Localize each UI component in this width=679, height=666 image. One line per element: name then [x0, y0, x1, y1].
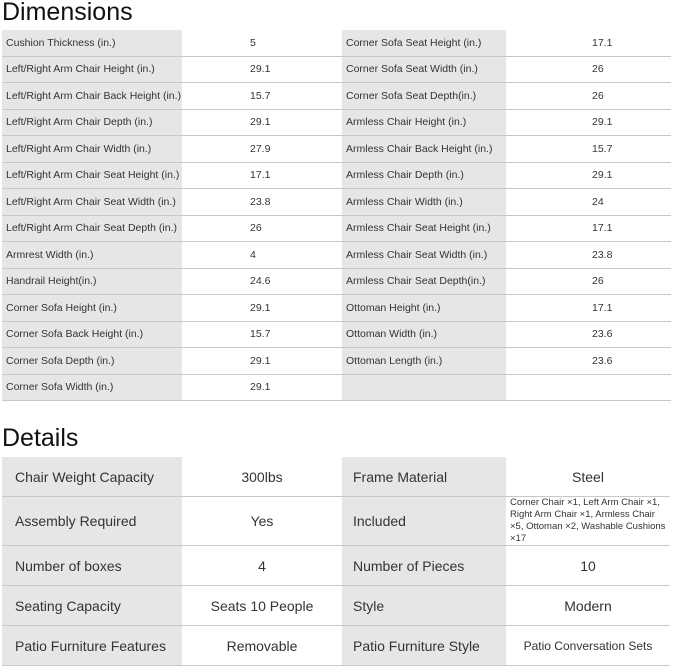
details-table	[2, 457, 670, 666]
spec-label: Left/Right Arm Chair Back Height (in.)	[2, 83, 182, 110]
table-row	[2, 215, 671, 242]
spec-value: 24	[506, 189, 671, 216]
spec-value: 15.7	[182, 83, 342, 110]
spec-value: 26	[506, 83, 671, 110]
dimensions-heading: Dimensions	[2, 0, 133, 26]
spec-label: Corner Sofa Seat Height (in.)	[342, 30, 506, 56]
spec-label: Armless Chair Seat Depth(in.)	[342, 268, 506, 295]
detail-value: 300lbs	[182, 457, 342, 497]
spec-label: Corner Sofa Seat Depth(in.)	[342, 83, 506, 110]
detail-label: Assembly Required	[2, 497, 182, 546]
table-row	[2, 242, 671, 269]
detail-label: Patio Furniture Style	[342, 626, 506, 666]
spec-value: 15.7	[182, 321, 342, 348]
details-heading: Details	[2, 424, 79, 452]
spec-label: Ottoman Length (in.)	[342, 348, 506, 375]
spec-value: 23.8	[506, 242, 671, 269]
detail-label: Number of boxes	[2, 546, 182, 586]
spec-value: 29.1	[506, 109, 671, 136]
spec-label: Cushion Thickness (in.)	[2, 30, 182, 56]
spec-label: Armless Chair Seat Height (in.)	[342, 215, 506, 242]
spec-label: Armless Chair Height (in.)	[342, 109, 506, 136]
spec-value: 29.1	[506, 162, 671, 189]
spec-value: 5	[182, 30, 342, 56]
spec-value: 29.1	[182, 295, 342, 322]
spec-label: Armrest Width (in.)	[2, 242, 182, 269]
spec-value: 29.1	[182, 348, 342, 375]
detail-value: Modern	[506, 586, 670, 626]
detail-value: Corner Chair ×1, Left Arm Chair ×1, Right Arm Chair ×1, Armless Chair ×5, Ottoman ×2, Washable Cushions ×17	[506, 497, 670, 546]
spec-value: 17.1	[506, 30, 671, 56]
table-row	[2, 295, 671, 322]
table-row	[2, 586, 670, 626]
detail-value: 4	[182, 546, 342, 586]
spec-label: Corner Sofa Seat Width (in.)	[342, 56, 506, 83]
spec-label: Ottoman Height (in.)	[342, 295, 506, 322]
detail-label: Chair Weight Capacity	[2, 457, 182, 497]
table-row	[2, 348, 671, 375]
table-row	[2, 162, 671, 189]
spec-value: 29.1	[182, 109, 342, 136]
spec-value	[506, 374, 671, 401]
detail-label: Number of Pieces	[342, 546, 506, 586]
spec-label: Armless Chair Depth (in.)	[342, 162, 506, 189]
table-row	[2, 457, 670, 497]
spec-label: Armless Chair Back Height (in.)	[342, 136, 506, 163]
table-row	[2, 136, 671, 163]
table-row	[2, 189, 671, 216]
detail-value: Steel	[506, 457, 670, 497]
spec-value: 26	[506, 56, 671, 83]
table-row	[2, 83, 671, 110]
spec-label	[342, 374, 506, 401]
spec-label: Corner Sofa Width (in.)	[2, 374, 182, 401]
detail-value: Patio Conversation Sets	[506, 626, 670, 666]
detail-label: Frame Material	[342, 457, 506, 497]
spec-value: 26	[182, 215, 342, 242]
spec-label: Armless Chair Seat Width (in.)	[342, 242, 506, 269]
spec-label: Left/Right Arm Chair Seat Width (in.)	[2, 189, 182, 216]
detail-label: Patio Furniture Features	[2, 626, 182, 666]
spec-value: 15.7	[506, 136, 671, 163]
detail-value: Seats 10 People	[182, 586, 342, 626]
detail-label: Style	[342, 586, 506, 626]
spec-value: 27.9	[182, 136, 342, 163]
spec-label: Left/Right Arm Chair Width (in.)	[2, 136, 182, 163]
table-row	[2, 374, 671, 401]
detail-label: Included	[342, 497, 506, 546]
table-row	[2, 109, 671, 136]
spec-label: Ottoman Width (in.)	[342, 321, 506, 348]
dimensions-table	[2, 30, 671, 401]
spec-value: 24.6	[182, 268, 342, 295]
spec-label: Left/Right Arm Chair Height (in.)	[2, 56, 182, 83]
table-row	[2, 321, 671, 348]
spec-label: Corner Sofa Depth (in.)	[2, 348, 182, 375]
detail-value: Yes	[182, 497, 342, 546]
spec-value: 23.8	[182, 189, 342, 216]
spec-label: Corner Sofa Back Height (in.)	[2, 321, 182, 348]
spec-value: 29.1	[182, 56, 342, 83]
spec-value: 23.6	[506, 321, 671, 348]
spec-label: Left/Right Arm Chair Seat Height (in.)	[2, 162, 182, 189]
spec-label: Armless Chair Width (in.)	[342, 189, 506, 216]
table-row	[2, 268, 671, 295]
table-row	[2, 30, 671, 56]
spec-value: 26	[506, 268, 671, 295]
table-row	[2, 497, 670, 546]
table-row	[2, 546, 670, 586]
spec-value: 4	[182, 242, 342, 269]
spec-label: Corner Sofa Height (in.)	[2, 295, 182, 322]
spec-label: Left/Right Arm Chair Depth (in.)	[2, 109, 182, 136]
spec-value: 23.6	[506, 348, 671, 375]
detail-value: 10	[506, 546, 670, 586]
detail-value: Removable	[182, 626, 342, 666]
spec-label: Left/Right Arm Chair Seat Depth (in.)	[2, 215, 182, 242]
spec-label: Handrail Height(in.)	[2, 268, 182, 295]
table-row	[2, 56, 671, 83]
spec-value: 17.1	[506, 295, 671, 322]
spec-value: 29.1	[182, 374, 342, 401]
spec-value: 17.1	[506, 215, 671, 242]
spec-value: 17.1	[182, 162, 342, 189]
detail-label: Seating Capacity	[2, 586, 182, 626]
